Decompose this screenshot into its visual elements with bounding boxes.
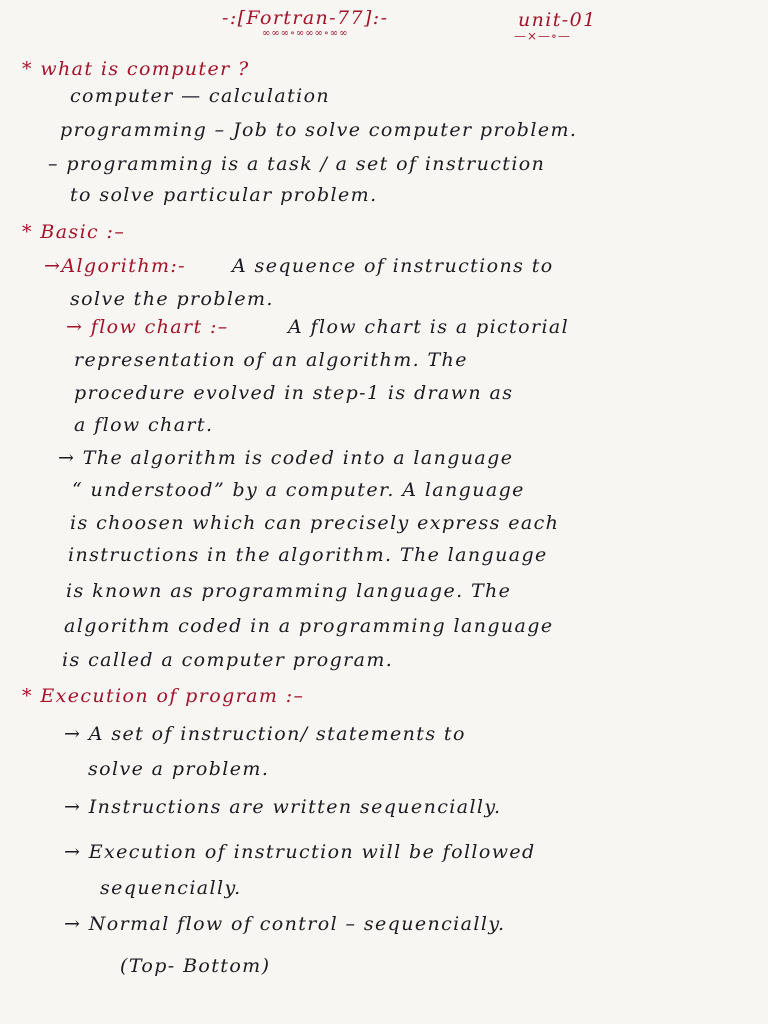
text-line: is choosen which can precisely express each: [70, 512, 560, 534]
label-flow-chart: → flow chart :–: [66, 316, 229, 338]
label-algorithm: →Algorithm:-: [44, 255, 186, 277]
text-line: → The algorithm is coded into a language: [58, 447, 514, 469]
text-line: “ understood” by a computer. A language: [72, 479, 525, 501]
text-line: – programming is a task / a set of instruction: [48, 153, 546, 175]
text-line: computer — calculation: [70, 85, 331, 107]
heading-basic: * Basic :–: [22, 221, 126, 243]
page-title: -:[Fortran-77]:-: [222, 7, 389, 29]
text-line: to solve particular problem.: [70, 184, 378, 206]
text-line: solve the problem.: [70, 288, 274, 310]
text-line: → Execution of instruction will be followed: [64, 841, 536, 863]
text-line: solve a problem.: [88, 758, 270, 780]
text-line: → Normal flow of control – sequencially.: [64, 913, 506, 935]
text-line: → Instructions are written sequencially.: [64, 796, 502, 818]
text-line: A flow chart is a pictorial: [288, 316, 570, 338]
text-line: a flow chart.: [74, 414, 214, 436]
text-line: is known as programming language. The: [66, 580, 512, 602]
text-line: programming – Job to solve computer problem.: [60, 119, 578, 141]
text-line: procedure evolved in step-1 is drawn as: [74, 382, 514, 404]
unit-underline-deco: —×—∘—: [514, 29, 571, 43]
text-line: → A set of instruction/ statements to: [64, 723, 466, 745]
text-line: A sequence of instructions to: [232, 255, 554, 277]
text-line: algorithm coded in a programming language: [64, 615, 554, 637]
text-line: sequencially.: [100, 877, 242, 899]
text-line: representation of an algorithm. The: [74, 349, 468, 371]
unit-label: unit-01: [518, 9, 597, 31]
heading-what-is-computer: * what is computer ?: [22, 58, 250, 80]
text-line: (Top- Bottom): [120, 955, 271, 977]
heading-execution-of-program: * Execution of program :–: [22, 685, 305, 707]
title-underline-deco: ∞∞∞∘∞∞∞∘∞∞: [262, 28, 349, 39]
text-line: is called a computer program.: [62, 649, 394, 671]
text-line: instructions in the algorithm. The language: [68, 544, 548, 566]
